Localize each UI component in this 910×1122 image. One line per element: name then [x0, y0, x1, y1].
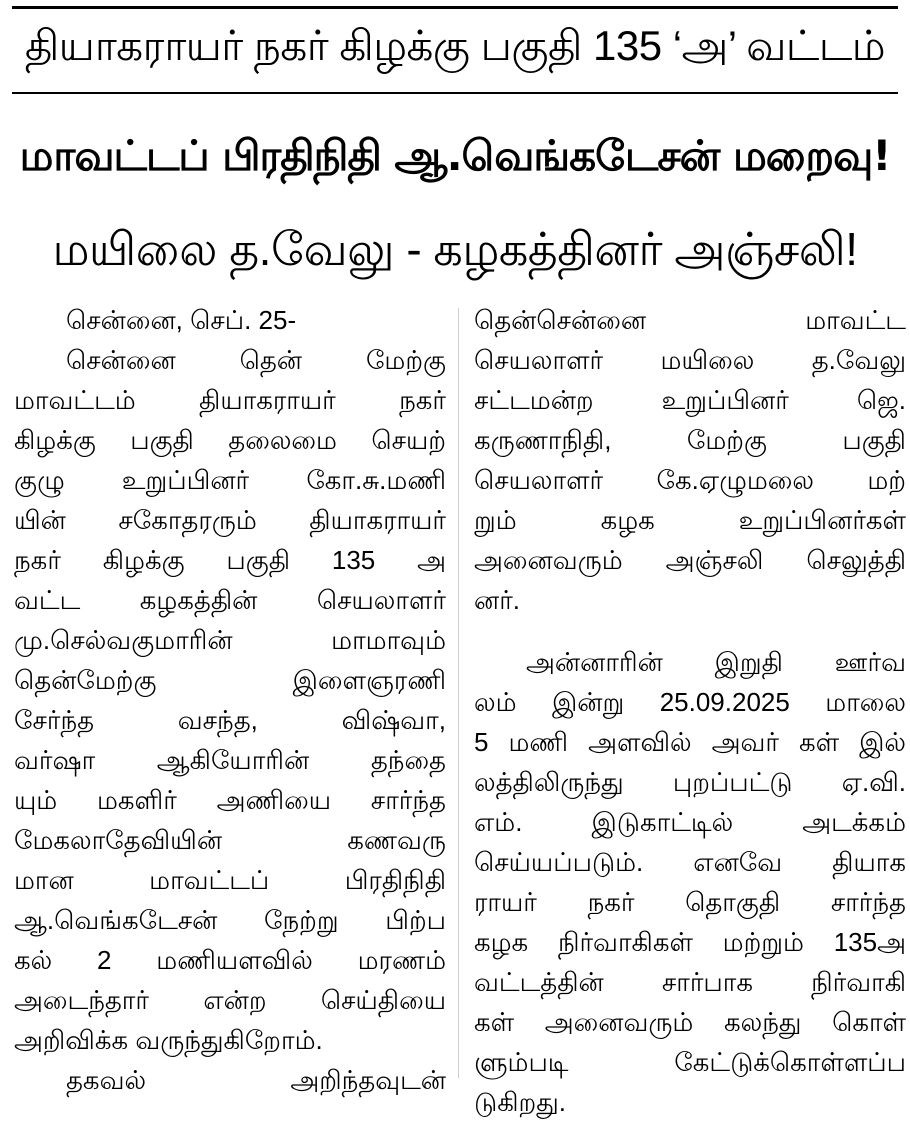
- article-line: சேர்ந்த வசந்த, விஷ்வா,: [14, 705, 446, 735]
- article-line: யும் மகளிர் அணியை சார்ந்த: [14, 785, 446, 815]
- article-line: கிழக்கு பகுதி தலைமை செயற்: [14, 425, 446, 455]
- article-line: 5 மணி அளவில் அவர் கள் இல்: [474, 727, 906, 757]
- article-line: ளும்படி கேட்டுக்கொள்ளப்ப: [474, 1047, 906, 1077]
- subheadline: மயிலை த.வேலு - கழகத்தினர் அஞ்சலி!: [52, 223, 858, 275]
- article-line: தகவல் அறிந்தவுடன்: [66, 1065, 446, 1095]
- article-line: மு.செல்வகுமாரின் மாமாவும்: [14, 625, 446, 655]
- article-line: வர்ஷா ஆகியோரின் தந்தை: [14, 745, 446, 775]
- article-line: னர்.: [474, 585, 521, 615]
- article-line: டுகிறது.: [474, 1087, 566, 1117]
- article-line: மான மாவட்டப் பிரதிநிதி: [14, 865, 446, 895]
- article-line: செய்யப்படும். எனவே தியாக: [474, 847, 906, 877]
- article-line: வட்டத்தின் சார்பாக நிர்வாகி: [474, 967, 906, 997]
- article-line: தென்மேற்கு இளைஞரணி: [14, 665, 446, 695]
- article-line: குழு உறுப்பினர் கோ.சு.மணி: [14, 465, 446, 495]
- article-line: லம் இன்று 25.09.2025 மாலை: [474, 687, 906, 717]
- article-line: கள் அனைவரும் கலந்து கொள்: [474, 1007, 906, 1037]
- article-line: செயலாளர் மயிலை த.வேலு: [474, 345, 906, 375]
- article-line: யின் சகோதரரும் தியாகராயர்: [14, 505, 446, 535]
- article-line: சென்னை தென் மேற்கு: [66, 345, 446, 375]
- top-rule: [12, 6, 898, 9]
- article-line: நகர் கிழக்கு பகுதி 135 அ: [14, 545, 446, 575]
- article-column-right: [474, 300, 906, 1122]
- article-line: மாவட்டம் தியாகராயர் நகர்: [14, 385, 446, 415]
- article-line: செயலாளர் கே.ஏழுமலை மற்: [474, 465, 906, 495]
- article-line: வட்ட கழகத்தின் செயலாளர்: [14, 585, 446, 615]
- article-line: ஆ.வெங்கடேசன் நேற்று பிற்ப: [14, 905, 446, 935]
- article-line: றும் கழக உறுப்பினர்கள்: [474, 505, 906, 535]
- kicker-heading: தியாகராயர் நகர் கிழக்கு பகுதி 135 ‘அ’ வட்டம்: [24, 22, 886, 69]
- article-column-left: [14, 300, 446, 1100]
- article-line: அனைவரும் அஞ்சலி செலுத்தி: [474, 545, 906, 575]
- article-line: கல் 2 மணியளவில் மரணம்: [14, 945, 446, 975]
- heading-divider: [12, 92, 898, 94]
- article-line: அடைந்தார் என்ற செய்தியை: [14, 985, 446, 1015]
- headline: மாவட்டப் பிரதிநிதி ஆ.வெங்கடேசன் மறைவு!: [19, 131, 891, 180]
- article-line: மேகலாதேவியின் கணவரு: [14, 825, 446, 855]
- column-divider: [458, 308, 459, 1078]
- article-line: சட்டமன்ற உறுப்பினர் ஜெ.: [474, 385, 906, 415]
- article-line: தென்சென்னை மாவட்ட: [474, 305, 906, 335]
- article-line: சென்னை, செப். 25-: [66, 305, 297, 335]
- article-line: கழக நிர்வாகிகள் மற்றும் 135அ: [474, 927, 906, 957]
- article-line: ராயர் நகர் தொகுதி சார்ந்த: [474, 887, 906, 917]
- article-line: கருணாநிதி, மேற்கு பகுதி: [474, 425, 906, 455]
- article-line: அன்னாரின் இறுதி ஊர்வ: [526, 647, 906, 677]
- article-line: அறிவிக்க வருந்துகிறோம்.: [14, 1025, 323, 1055]
- article-line: லத்திலிருந்து புறப்பட்டு ஏ.வி.: [474, 767, 906, 797]
- paragraph-gap: [474, 620, 906, 642]
- article-line: எம். இடுகாட்டில் அடக்கம்: [474, 807, 906, 837]
